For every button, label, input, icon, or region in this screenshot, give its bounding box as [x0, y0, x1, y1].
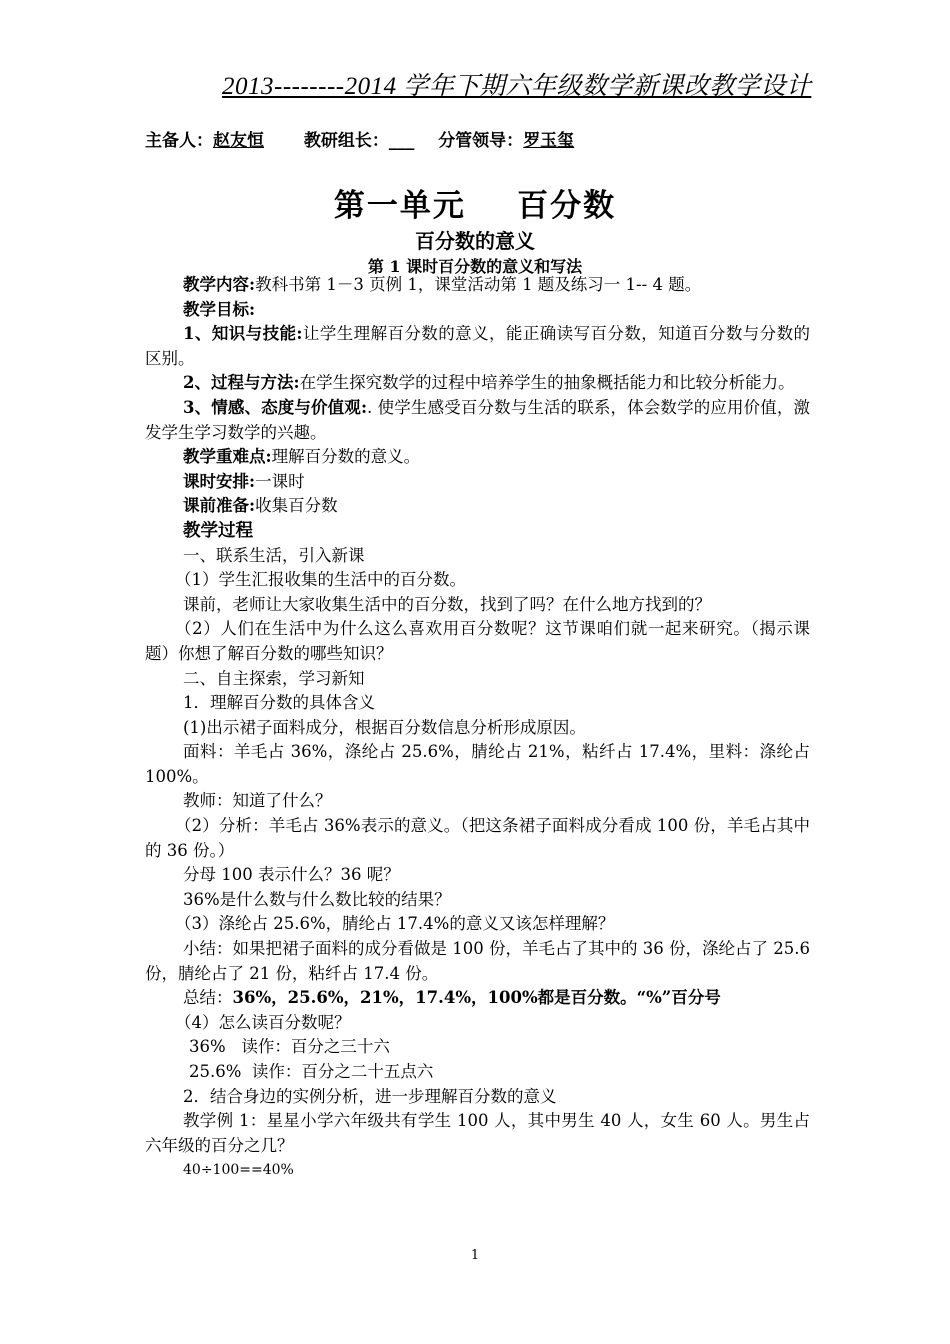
section-1-heading: 一、联系生活，引入新课 [183, 545, 365, 565]
summary-label: 总结： [183, 988, 233, 1008]
paragraph: 课前，老师让大家收集生活中的百分数，找到了吗？在什么地方找到的？ [183, 594, 711, 614]
paragraph: （1）学生汇报收集的生活中的百分数。 [175, 570, 466, 590]
process-heading [145, 519, 810, 544]
goal-2-label: 2、过程与方法: [183, 373, 300, 393]
paragraph: （4）怎么读百分数呢？ [175, 1012, 351, 1032]
goal-1-label: 1、知识与技能: [183, 324, 303, 344]
paragraph: 1．理解百分数的具体含义 [183, 693, 375, 713]
process-label: 教学过程 [183, 520, 253, 541]
lesson-body [145, 273, 810, 1183]
paragraph: 36% 读作：百分之三十六 [189, 1037, 390, 1057]
paragraph: 面料：羊毛占 36%，涤纶占 25.6%，腈纶占 21%，粘纤占 17.4%，里料：涤纶占 100%。 [145, 742, 810, 786]
schedule-text: 一课时 [255, 471, 305, 491]
prep [145, 494, 810, 519]
content-label: 教学内容: [183, 275, 256, 294]
summary-text: 36%，25.6%，21%，17.4%，100%都是百分数。“%”百分号 [232, 988, 721, 1008]
goals-heading [145, 298, 810, 323]
content-text: 教科书第 1－3 页例 1，课堂活动第 1 题及练习一 1-- 4 题。 [255, 275, 702, 294]
preparer-name: 赵友恒 [213, 131, 264, 151]
paragraph: 小结：如果把裙子面料的成分看做是 100 份，羊毛占了其中的 36 份，涤纶占了 25.6 份，腈纶占了 21 份，粘纤占 17.4 份。 [145, 939, 810, 983]
paragraph: 2．结合身边的实例分析，进一步理解百分数的意义 [183, 1086, 557, 1106]
goal-1-text: 让学生理解百分数的意义，能正确读写百分数，知道百分数与分数的区别。 [145, 324, 811, 368]
paragraph: （2）分析：羊毛占 36%表示的意义。（把这条裙子面料成分看成 100 份，羊毛占其中的 36 份。） [145, 816, 810, 860]
schedule [145, 470, 810, 495]
staff-line [145, 126, 574, 151]
goal-3-label: 3、情感、态度与价值观: [183, 397, 368, 417]
goal-2-text: 在学生探究数学的过程中培养学生的抽象概括能力和比较分析能力。 [299, 373, 795, 393]
manager-name: 罗玉玺 [523, 131, 575, 151]
content-line [145, 273, 810, 298]
schedule-label: 课时安排: [183, 471, 256, 491]
key-point [145, 445, 810, 470]
paragraph: 教学例 1：星星小学六年级共有学生 100 人，其中男生 40 人，女生 60 人。男生占六年级的百分之几？ [145, 1111, 810, 1155]
paragraph: 教师：知道了什么？ [183, 791, 332, 811]
paragraph: （2）人们在生活中为什么这么喜欢用百分数呢？这节课咱们就一起来研究。（揭示课题）你想了解百分数的哪些知识？ [145, 619, 810, 663]
header-title: 2013--------2014 学年下期六年级数学新课改教学设计 [222, 73, 812, 100]
preparer-label: 主备人： [145, 131, 213, 151]
goal-3 [145, 396, 810, 445]
manager-label: 分管领导： [438, 131, 524, 151]
key-point-label: 教学重难点: [183, 447, 272, 467]
unit-title: 第一单元 百分数 [333, 188, 617, 224]
goals-label: 教学目标: [183, 299, 256, 319]
goal-2 [145, 371, 810, 396]
prep-text: 收集百分数 [255, 496, 338, 516]
key-point-text: 理解百分数的意义。 [271, 447, 421, 467]
section-title: 百分数的意义 [415, 229, 535, 253]
paragraph: 40÷100==40% [183, 1162, 294, 1179]
section-2-heading: 二、自主探索，学习新知 [183, 668, 365, 688]
paragraph: 分母 100 表示什么？36 呢？ [183, 865, 400, 885]
prep-label: 课前准备: [183, 496, 256, 516]
lesson-title: 第 1 课时百分数的意义和写法 [367, 257, 583, 276]
page-number: 1 [470, 1248, 480, 1263]
paragraph: （3）涤纶占 25.6%，腈纶占 17.4%的意义又该怎样理解？ [175, 914, 615, 934]
goal-3-text: . 使学生感受百分数与生活的联系，体会数学的应用价值，激发学生学习数学的兴趣。 [145, 397, 810, 442]
paragraph: (1)出示裙子面料成分，根据百分数信息分析形成原因。 [183, 717, 586, 737]
paragraph: 36%是什么数与什么数比较的结果？ [183, 889, 451, 909]
leader-label: 教研组长： [303, 131, 389, 151]
leader-name: ___ [388, 131, 415, 151]
paragraph: 25.6% 读作：百分之二十五点六 [189, 1062, 434, 1081]
goal-1 [145, 322, 810, 371]
summary-line [145, 986, 810, 1011]
